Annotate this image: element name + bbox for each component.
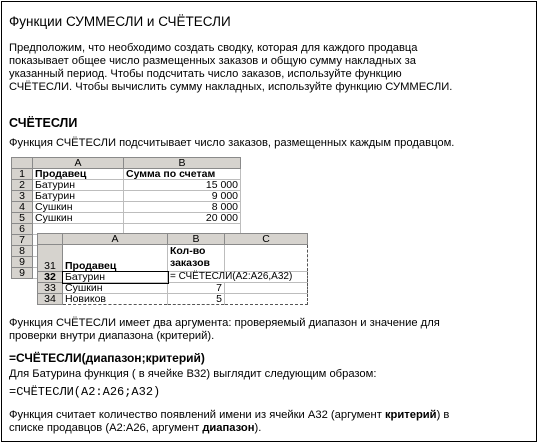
corner-cell <box>38 234 63 245</box>
args-line-1: Функция СЧЁТЕСЛИ имеет два аргумента: проверяемый диапазон и значение для <box>9 317 440 329</box>
cell-c31 <box>225 245 308 272</box>
row-number: 7 <box>12 235 33 246</box>
col-header-a: A <box>33 158 124 169</box>
cell-c34 <box>225 294 308 305</box>
cell-a31: Продавец <box>63 245 168 272</box>
row-number: 2 <box>12 180 33 191</box>
cell-a33: Сушкин <box>63 283 168 294</box>
formula-fn: =СЧЁТЕСЛИ( <box>9 351 86 365</box>
row-number: 9 <box>12 268 33 279</box>
final-line-2-bold: диапазон <box>202 422 255 434</box>
cell-b31-line2: заказов <box>170 257 210 269</box>
intro-line-2: показывает общее число размещенных заказов и общую сумму накладных за <box>9 55 417 67</box>
final-line-1 <box>9 409 449 422</box>
cell-b32-formula: = СЧЁТЕСЛИ(A2:A26,A32) <box>168 272 308 283</box>
row-number: 31 <box>38 245 63 272</box>
final-line-1-bold: критерий <box>384 409 437 421</box>
cell-a1: Продавец <box>33 169 124 180</box>
cell-b31 <box>168 245 225 272</box>
final-line-1-a: Функция считает количество появлений имени из ячейки А32 (аргумент <box>9 409 385 421</box>
cell-b5: 20 000 <box>124 213 241 224</box>
row-number: 4 <box>12 202 33 213</box>
example-formula: =СЧЁТЕСЛИ(А2:А26;А32) <box>9 385 161 399</box>
cell-a4: Сушкин <box>33 202 124 213</box>
row-number: 9 <box>12 257 33 268</box>
intro-line-1: Предположим, что необходимо создать сводку, которая для каждого продавца <box>9 42 418 54</box>
final-line-2-b: ). <box>254 422 262 434</box>
intro-line-3: указанный период. Чтобы подсчитать число заказов, используйте функцию <box>9 68 402 80</box>
formula-arg-criteria: критерий <box>145 351 201 365</box>
cell-a5: Сушкин <box>33 213 124 224</box>
col-header-b: B <box>124 158 241 169</box>
args-line-2: проверки внутри диапазона (критерий). <box>9 330 215 342</box>
row-number: 6 <box>12 224 33 235</box>
syntax-formula <box>9 351 205 365</box>
col-header-a: A <box>63 234 168 245</box>
spreadsheet-2 <box>37 233 308 305</box>
row-number: 1 <box>12 169 33 180</box>
intro-line-4: СЧЁТЕСЛИ. Чтобы вычислить сумму накладных, используйте функцию СУММЕСЛИ. <box>9 81 453 93</box>
cell-c33 <box>225 283 308 294</box>
final-line-2 <box>9 422 261 435</box>
formula-close: ) <box>200 351 205 365</box>
example-text: Для Батурина функция ( в ячейке В32) выглядит следующим образом: <box>9 368 377 380</box>
cell-b1: Сумма по счетам <box>124 169 241 180</box>
cell-b34: 5 <box>168 294 225 305</box>
row-number: 5 <box>12 213 33 224</box>
cell-b31-line1: Кол-во <box>170 245 206 257</box>
section-title: СЧЁТЕСЛИ <box>9 116 78 130</box>
formula-arg-range: диапазон <box>85 351 142 365</box>
col-header-c: C <box>225 234 308 245</box>
cell-a3: Батурин <box>33 191 124 202</box>
final-line-1-b: ) в <box>436 409 450 421</box>
section-lead: Функция СЧЁТЕСЛИ подсчитывает число заказов, размещенных каждым продавцом. <box>9 137 455 149</box>
spreadsheet-2-overlay <box>37 233 308 305</box>
col-header-b: B <box>168 234 225 245</box>
formula-sep: ; <box>141 351 146 365</box>
corner-cell <box>12 158 33 169</box>
row-number: 34 <box>38 294 63 305</box>
cell-a2: Батурин <box>33 180 124 191</box>
cell-b4: 8 000 <box>124 202 241 213</box>
row-number: 33 <box>38 283 63 294</box>
cell-b33: 7 <box>168 283 225 294</box>
row-number: 3 <box>12 191 33 202</box>
final-line-2-a: списке продавцов (А2:А26, аргумент <box>9 422 203 434</box>
cell-b2: 15 000 <box>124 180 241 191</box>
page-title: Функции СУММЕСЛИ и СЧЁТЕСЛИ <box>9 14 231 29</box>
cell-a32: Батурин <box>63 272 168 283</box>
row-number: 8 <box>12 246 33 257</box>
row-number: 32 <box>38 272 63 283</box>
cell-a34: Новиков <box>63 294 168 305</box>
cell-b3: 9 000 <box>124 191 241 202</box>
